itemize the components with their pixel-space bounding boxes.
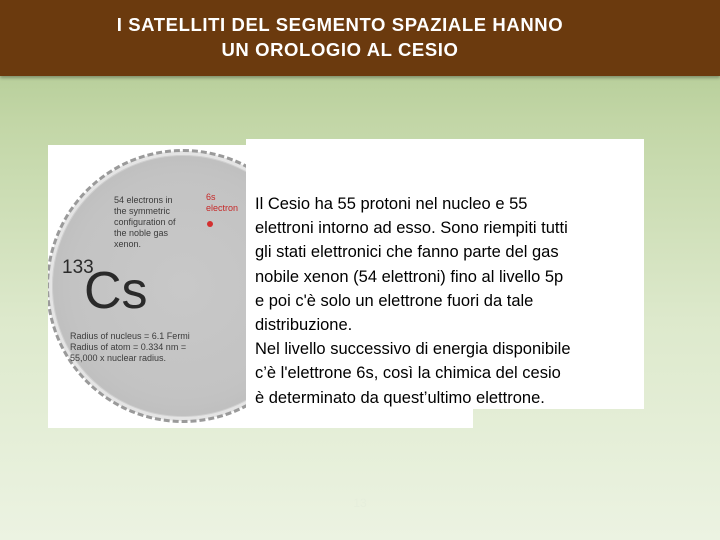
body-line: nobile xenon (54 elettroni) fino al livello 5p: [255, 267, 564, 286]
caption-line: configuration of: [114, 217, 176, 227]
caption-line: 54 electrons in: [114, 195, 173, 205]
electron-label-line: 6s: [206, 192, 216, 202]
mass-number: 133: [62, 257, 94, 278]
electron-label: [206, 192, 246, 214]
body-text-box: [246, 139, 644, 409]
caption-line: Radius of nucleus = 6.1 Fermi: [70, 331, 190, 341]
slide-title: [0, 12, 680, 62]
body-line: Il Cesio ha 55 protoni nel nucleo e 55: [255, 195, 528, 213]
page-number: 13: [353, 496, 367, 510]
body-line: distribuzione.: [255, 316, 353, 335]
electron-label-line: electron: [206, 203, 239, 213]
noble-gas-caption: [114, 195, 204, 250]
body-line: è determinato da quest’ultimo elettrone.: [255, 388, 545, 407]
slide-title-line: I SATELLITI DEL SEGMENTO SPAZIALE HANNO: [116, 14, 564, 35]
body-line: Nel livello successivo di energia disponibile: [255, 340, 571, 359]
body-line: gli stati elettronici che fanno parte del gas: [255, 243, 559, 262]
body-line: e poi c'è solo un elettrone fuori da tale: [255, 291, 534, 310]
caption-line: the noble gas: [114, 228, 169, 238]
title-bar: [0, 0, 720, 76]
element-symbol: Cs: [84, 262, 148, 320]
caption-line: Radius of atom = 0.334 nm =: [70, 342, 187, 352]
body-line: c’è l'elettrone 6s, così la chimica del cesio: [255, 364, 561, 383]
body-line: elettroni intorno ad esso. Sono riempiti tutti: [255, 219, 568, 238]
slide-title-line: UN OROLOGIO AL CESIO: [221, 39, 459, 60]
body-paragraph: [255, 192, 640, 410]
electron-dot-icon: [207, 221, 213, 227]
radius-caption: [70, 331, 220, 364]
caption-line: xenon.: [114, 239, 142, 249]
caption-line: 55,000 x nuclear radius.: [70, 353, 167, 363]
caption-line: the symmetric: [114, 206, 171, 216]
